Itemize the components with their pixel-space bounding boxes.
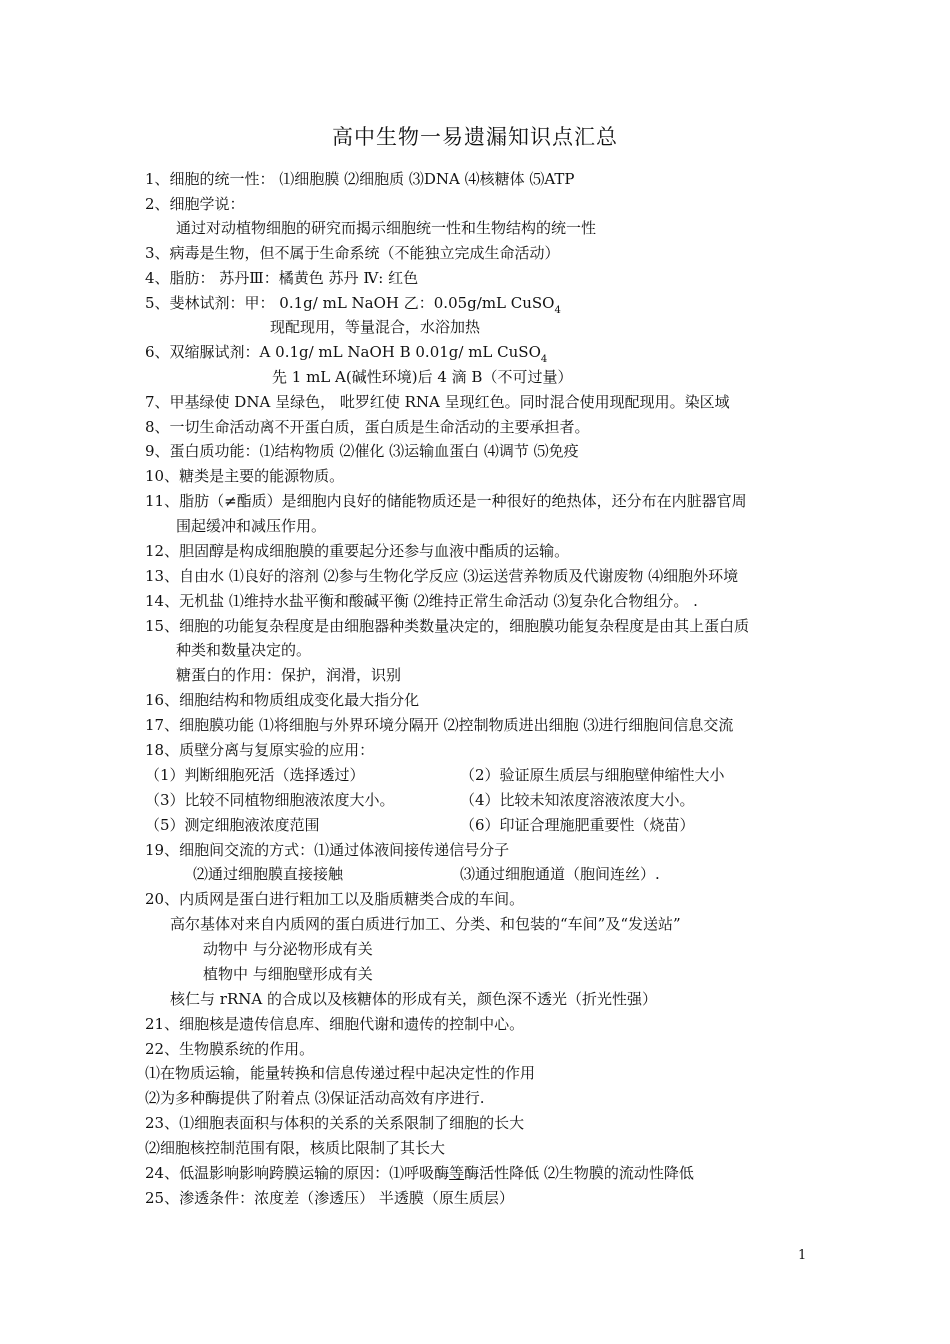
page-number: 1 (798, 1248, 807, 1263)
line-13: 13、自由水 ⑴良好的溶剂 ⑵参与生物化学反应 ⑶运送营养物质及代谢废物 ⑷细胞外环境 (145, 567, 739, 585)
line-24-text-b: 酶活性降低 ⑵生物膜的流动性降低 (464, 1164, 694, 1182)
line-20: 20、内质网是蛋白进行粗加工以及脂质糖类合成的车间。 (145, 890, 525, 908)
line-18-item-2: （2）验证原生质层与细胞壁伸缩性大小 (460, 766, 725, 784)
line-11: 11、脂肪（≠酯质）是细胞内良好的储能物质还是一种很好的绝热体，还分布在内脏器官周 (145, 492, 747, 510)
line-2: 2、细胞学说： (145, 195, 245, 213)
line-2-detail: 通过对动植物细胞的研究而揭示细胞统一性和生物结构的统一性 (176, 219, 597, 237)
line-15-glycoprotein: 糖蛋白的作用：保护，润滑，识别 (176, 666, 402, 684)
line-8: 8、一切生命活动离不开蛋白质，蛋白质是生命活动的主要承担者。 (145, 418, 590, 436)
line-19: 19、细胞间交流的方式：⑴通过体液间接传递信号分子 (145, 841, 510, 859)
line-18-item-5: （5）测定细胞液浓度范围 (145, 816, 320, 834)
line-18-item-4: （4）比较未知浓度溶液浓度大小。 (460, 791, 695, 809)
line-24-underlined: 等 (449, 1164, 465, 1182)
line-18: 18、质壁分离与复原实验的应用： (145, 741, 375, 759)
line-4: 4、脂肪： 苏丹Ⅲ：橘黄色 苏丹 Ⅳ: 红色 (145, 269, 419, 287)
line-5-subscript: 4 (554, 305, 561, 316)
line-10: 10、糖类是主要的能源物质。 (145, 467, 345, 485)
line-22-item-1: ⑴在物质运输，能量转换和信息传递过程中起决定性的作用 (145, 1064, 536, 1082)
line-20-animal: 动物中 与分泌物形成有关 (203, 940, 373, 958)
line-9: 9、蛋白质功能：⑴结构物质 ⑵催化 ⑶运输血蛋白 ⑷调节 ⑸免疫 (145, 442, 579, 460)
line-23-item-2: ⑵细胞核控制范围有限，核质比限制了其长大 (145, 1139, 446, 1157)
line-20-golgi: 高尔基体对来自内质网的蛋白质进行加工、分类、和包装的“车间”及“发送站” (170, 915, 681, 933)
line-17: 17、细胞膜功能 ⑴将细胞与外界环境分隔开 ⑵控制物质进出细胞 ⑶进行细胞间信息交流 (145, 716, 734, 734)
line-20-nucleolus: 核仁与 rRNA 的合成以及核糖体的形成有关，颜色深不透光（折光性强） (170, 990, 657, 1008)
line-15-cont: 种类和数量决定的。 (176, 641, 312, 659)
line-16: 16、细胞结构和物质组成变化最大指分化 (145, 691, 420, 709)
line-24-text-a: 24、低温影响影响跨膜运输的原因：⑴呼吸酶 (145, 1164, 450, 1182)
line-6-detail: 先 1 mL A(碱性环境)后 4 滴 B（不可过量） (272, 368, 573, 386)
line-6-subscript: 4 (540, 354, 548, 365)
line-5 (145, 293, 561, 316)
line-11-cont: 围起缓冲和减压作用。 (176, 517, 327, 535)
line-12: 12、胆固醇是构成细胞膜的重要起分还参与血液中酯质的运输。 (145, 542, 570, 560)
line-20-plant: 植物中 与细胞壁形成有关 (203, 965, 373, 983)
line-6 (145, 342, 548, 365)
line-18-item-3: （3）比较不同植物细胞液浓度大小。 (145, 791, 395, 809)
line-22: 22、生物膜系统的作用。 (145, 1040, 315, 1058)
line-18-item-1: （1）判断细胞死活（选择透过） (145, 766, 365, 784)
line-19-item-3: ⑶通过细胞通道（胞间连丝）. (460, 865, 660, 883)
line-5-detail: 现配现用，等量混合，水浴加热 (270, 318, 481, 336)
line-5-text: 5、斐林试剂：甲： 0.1g/ mL NaOH 乙：0.05g/mL CuSO (145, 294, 555, 312)
line-24 (145, 1163, 694, 1183)
line-7: 7、甲基绿使 DNA 呈绿色， 吡罗红使 RNA 呈现红色。同时混合使用现配现用。染区域 (145, 393, 730, 411)
line-23: 23、⑴细胞表面积与体积的关系的关系限制了细胞的长大 (145, 1114, 525, 1132)
line-21: 21、细胞核是遗传信息库、细胞代谢和遗传的控制中心。 (145, 1015, 525, 1033)
line-1: 1、细胞的统一性： ⑴细胞膜 ⑵细胞质 ⑶DNA ⑷核糖体 ⑸ATP (145, 170, 575, 188)
line-6-text: 6、双缩脲试剂：A 0.1g/ mL NaOH B 0.01g/ mL CuSO (145, 343, 541, 361)
line-15: 15、细胞的功能复杂程度是由细胞器种类数量决定的，细胞膜功能复杂程度是由其上蛋白质 (145, 617, 750, 635)
line-14: 14、无机盐 ⑴维持水盐平衡和酸碱平衡 ⑵维持正常生命活动 ⑶复杂化合物组分。 . (145, 592, 698, 610)
line-25: 25、渗透条件：浓度差（渗透压） 半透膜（原生质层） (145, 1189, 514, 1207)
line-18-item-6: （6）印证合理施肥重要性（烧苗） (460, 816, 695, 834)
line-22-item-2: ⑵为多种酶提供了附着点 ⑶保证活动高效有序进行. (145, 1089, 485, 1107)
line-19-item-2: ⑵通过细胞膜直接接触 (193, 865, 344, 883)
line-3: 3、病毒是生物，但不属于生命系统（不能独立完成生命活动） (145, 244, 560, 262)
page-title: 高中生物一易遗漏知识点汇总 (332, 125, 618, 149)
